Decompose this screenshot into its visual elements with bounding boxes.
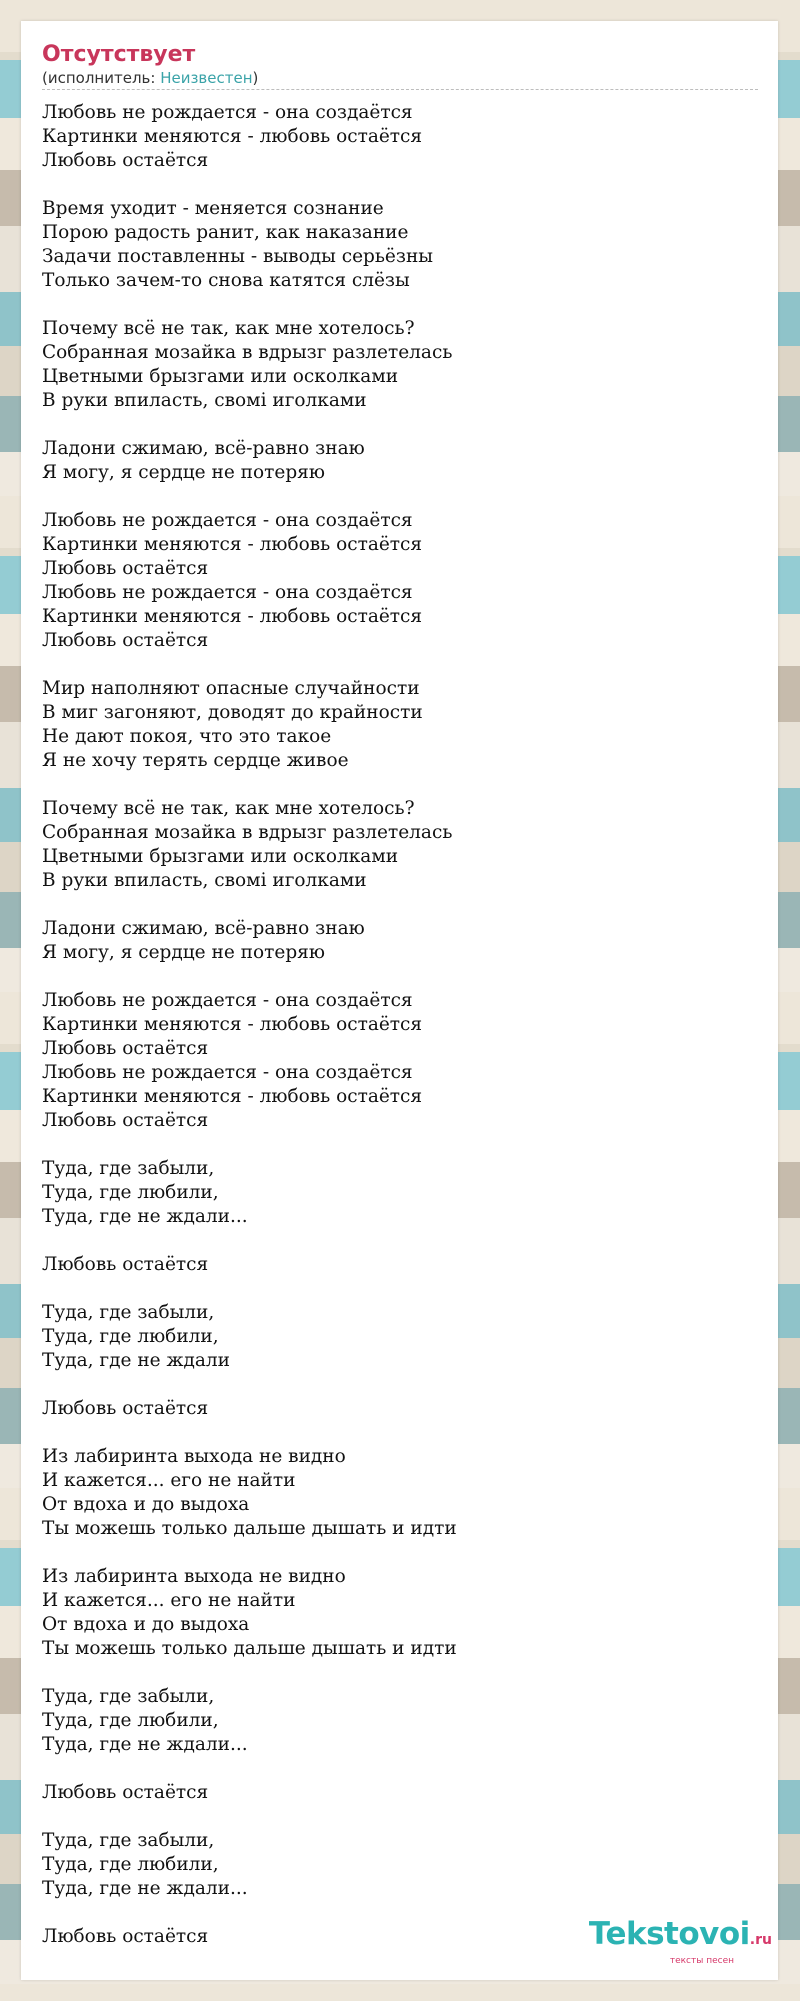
logo-tld: .ru bbox=[749, 1932, 772, 1948]
lyric-line: Время уходит - меняется сознание bbox=[42, 198, 384, 219]
stanza bbox=[42, 917, 758, 965]
lyric-line: Туда, где забыли, bbox=[42, 1302, 215, 1323]
lyric-line: Из лабиринта выхода не видно bbox=[42, 1566, 346, 1587]
lyric-line: В руки впиласть, свомі иголками bbox=[42, 870, 367, 891]
lyric-line: Собранная мозайка в вдрызг разлетелась bbox=[42, 822, 453, 843]
stanza bbox=[42, 1445, 758, 1541]
lyric-line: В миг загоняют, доводят до крайности bbox=[42, 702, 423, 723]
stanza bbox=[42, 509, 758, 653]
lyric-line: Только зачем-то снова катятся слёзы bbox=[42, 270, 410, 291]
stanza bbox=[42, 1253, 758, 1277]
artist-suffix: ) bbox=[252, 69, 259, 87]
lyric-line: Порою радость ранит, как наказание bbox=[42, 222, 409, 243]
lyric-line: Ладони сжимаю, всё-равно знаю bbox=[42, 438, 365, 459]
stanza bbox=[42, 1157, 758, 1229]
lyric-line: Любовь не рождается - она создаётся bbox=[42, 1062, 413, 1083]
stanza bbox=[42, 1829, 758, 1901]
lyric-line: Любовь остаётся bbox=[42, 558, 209, 579]
lyric-line: Ты можешь только дальше дышать и идти bbox=[42, 1638, 457, 1659]
lyric-line: Любовь остаётся bbox=[42, 1782, 209, 1803]
lyric-line: Цветными брызгами или осколками bbox=[42, 846, 399, 867]
logo-name: Tekstovoi bbox=[588, 1916, 750, 1952]
lyric-line: Почему всё не так, как мне хотелось? bbox=[42, 318, 415, 339]
lyric-line: Любовь остаётся bbox=[42, 150, 209, 171]
lyric-line: Туда, где не ждали... bbox=[42, 1206, 248, 1227]
lyric-line: Любовь остаётся bbox=[42, 1254, 209, 1275]
lyrics-text bbox=[42, 101, 758, 1949]
song-header bbox=[42, 41, 758, 90]
lyric-line: Любовь остаётся bbox=[42, 1110, 209, 1131]
lyric-line: Любовь не рождается - она создаётся bbox=[42, 510, 413, 531]
lyrics-page bbox=[21, 21, 778, 1980]
lyric-line: Я не хочу терять сердце живое bbox=[42, 750, 349, 771]
lyric-line: В руки впиласть, свомі иголками bbox=[42, 390, 367, 411]
stanza bbox=[42, 1781, 758, 1805]
lyric-line: Собранная мозайка в вдрызг разлетелась bbox=[42, 342, 453, 363]
artist-line bbox=[42, 69, 758, 87]
stanza bbox=[42, 1565, 758, 1661]
lyric-line: Туда, где не ждали bbox=[42, 1350, 230, 1371]
lyric-line: Картинки меняются - любовь остаётся bbox=[42, 126, 423, 147]
stanza bbox=[42, 989, 758, 1133]
stanza bbox=[42, 197, 758, 293]
stanza bbox=[42, 797, 758, 893]
stanza bbox=[42, 437, 758, 485]
lyric-line: Туда, где любили, bbox=[42, 1854, 219, 1875]
lyric-line: Туда, где не ждали... bbox=[42, 1734, 248, 1755]
lyric-line: Я могу, я сердце не потеряю bbox=[42, 462, 325, 483]
lyric-line: Туда, где не ждали... bbox=[42, 1878, 248, 1899]
lyric-line: Картинки меняются - любовь остаётся bbox=[42, 1014, 423, 1035]
lyric-line: Ладони сжимаю, всё-равно знаю bbox=[42, 918, 365, 939]
lyric-line: Любовь не рождается - она создаётся bbox=[42, 990, 413, 1011]
lyric-line: Любовь остаётся bbox=[42, 630, 209, 651]
song-title: Отсутствует bbox=[42, 42, 196, 67]
lyric-line: Картинки меняются - любовь остаётся bbox=[42, 606, 423, 627]
lyric-line: Туда, где забыли, bbox=[42, 1158, 215, 1179]
lyric-line: Любовь не рождается - она создаётся bbox=[42, 582, 413, 603]
lyric-line: Туда, где любили, bbox=[42, 1326, 219, 1347]
lyric-line: От вдоха и до выдоха bbox=[42, 1614, 250, 1635]
site-logo[interactable] bbox=[589, 1918, 772, 1966]
stanza bbox=[42, 1301, 758, 1373]
lyric-line: Задачи поставленны - выводы серьёзны bbox=[42, 246, 434, 267]
lyric-line: Ты можешь только дальше дышать и идти bbox=[42, 1518, 457, 1539]
lyric-line: Из лабиринта выхода не видно bbox=[42, 1446, 346, 1467]
lyric-line: Любовь не рождается - она создаётся bbox=[42, 102, 413, 123]
logo-tagline: тексты песен bbox=[669, 1956, 734, 1966]
lyric-line: Картинки меняются - любовь остаётся bbox=[42, 534, 423, 555]
artist-link[interactable]: Неизвестен bbox=[160, 69, 253, 87]
lyric-line: Не дают покоя, что это такое bbox=[42, 726, 332, 747]
lyric-line: Картинки меняются - любовь остаётся bbox=[42, 1086, 423, 1107]
lyric-line: Я могу, я сердце не потеряю bbox=[42, 942, 325, 963]
stanza bbox=[42, 101, 758, 173]
lyric-line: Почему всё не так, как мне хотелось? bbox=[42, 798, 415, 819]
lyric-line: Туда, где любили, bbox=[42, 1710, 219, 1731]
lyric-line: Любовь остаётся bbox=[42, 1398, 209, 1419]
lyric-line: Цветными брызгами или осколками bbox=[42, 366, 399, 387]
lyric-line: Любовь остаётся bbox=[42, 1926, 209, 1947]
lyric-line: И кажется... его не найти bbox=[42, 1590, 296, 1611]
lyric-line: Туда, где забыли, bbox=[42, 1686, 215, 1707]
stanza bbox=[42, 1397, 758, 1421]
stanza bbox=[42, 317, 758, 413]
lyric-line: От вдоха и до выдоха bbox=[42, 1494, 250, 1515]
stanza bbox=[42, 677, 758, 773]
stanza bbox=[42, 1685, 758, 1757]
lyric-line: Туда, где любили, bbox=[42, 1182, 219, 1203]
lyric-line: Любовь остаётся bbox=[42, 1038, 209, 1059]
lyric-line: Туда, где забыли, bbox=[42, 1830, 215, 1851]
lyric-line: И кажется... его не найти bbox=[42, 1470, 296, 1491]
artist-prefix: (исполнитель: bbox=[42, 69, 161, 87]
lyric-line: Мир наполняют опасные случайности bbox=[42, 678, 420, 699]
